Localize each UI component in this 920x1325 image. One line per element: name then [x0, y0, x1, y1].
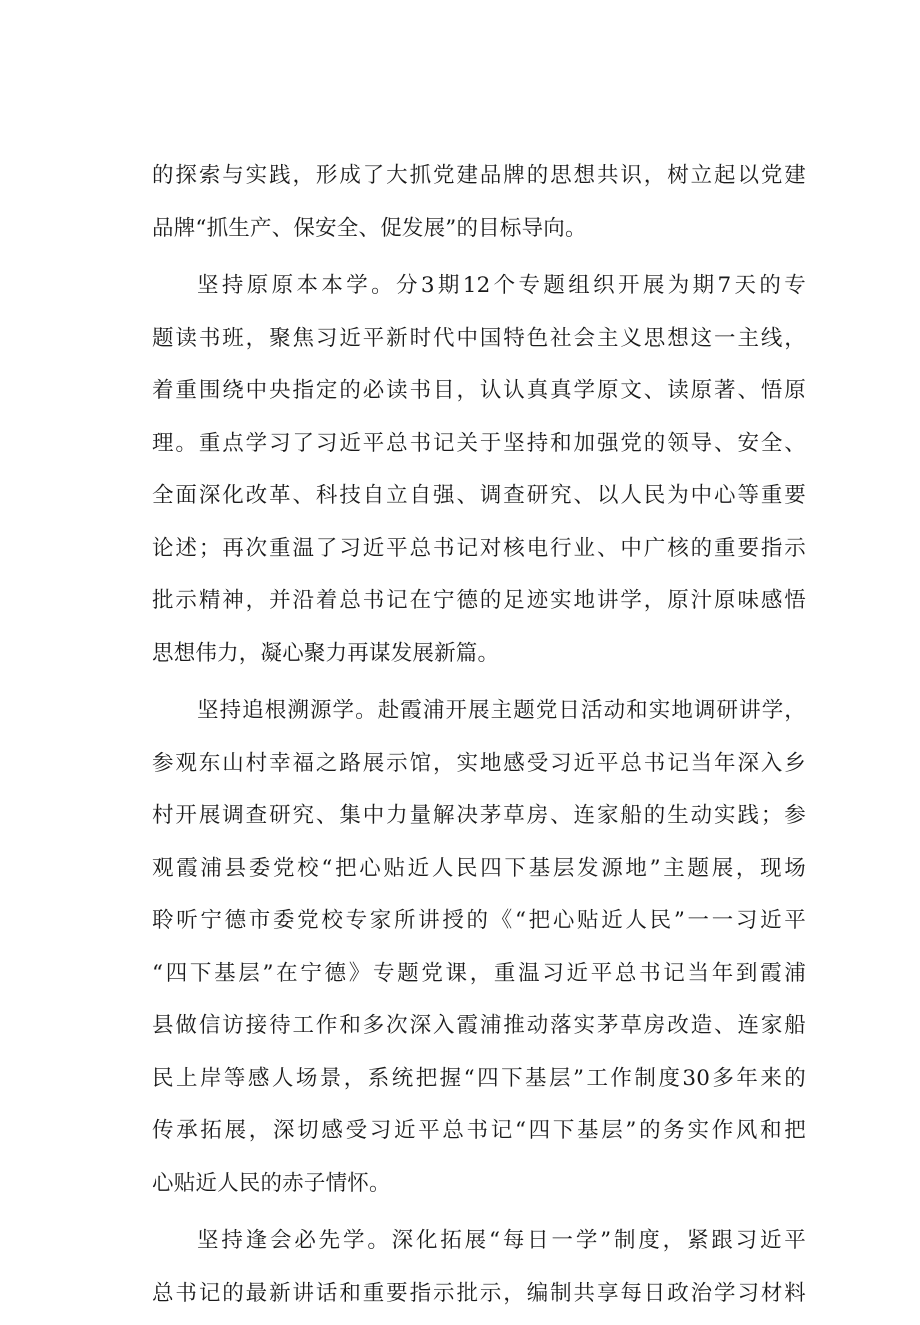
text-line: 题读书班，聚焦习近平新时代中国特色社会主义思想这一主线， [152, 325, 806, 351]
text-line: 县做信访接待工作和多次深入霞浦推动落实茅草房改造、连家船 [152, 1013, 806, 1038]
text-line: 批示精神，并沿着总书记在宁德的足迹实地讲学，原汁原味感悟 [152, 588, 806, 613]
paragraph-2 [152, 260, 806, 680]
text-line: 品牌“抓生产、保安全、促发展”的目标导向。 [152, 215, 587, 241]
text-line: 参观东山村幸福之路展示馆，实地感受习近平总书记当年深入乡 [152, 750, 806, 776]
paragraph-1 [152, 150, 806, 255]
text-line: 坚持逢会必先学。深化拓展“每日一学”制度，紧跟习近平 [197, 1228, 806, 1253]
text-line: 全面深化改革、科技自立自强、调查研究、以人民为中心等重要 [152, 483, 806, 508]
text-line: 总书记的最新讲话和重要指示批示，编制共享每日政治学习材料 [152, 1280, 806, 1306]
document-body [152, 150, 806, 1325]
text-line: 民上岸等感人场景，系统把握“四下基层”工作制度30多年来的 [152, 1065, 806, 1091]
text-line: 思想伟力，凝心聚力再谋发展新篇。 [152, 640, 500, 666]
text-line: 着重围绕中央指定的必读书目，认认真真学原文、读原著、悟原 [152, 378, 806, 403]
text-line: 村开展调查研究、集中力量解决茅草房、连家船的生动实践；参 [152, 803, 806, 828]
text-line: 理。重点学习了习近平总书记关于坚持和加强党的领导、安全、 [152, 430, 806, 456]
text-line: 聆听宁德市委党校专家所讲授的《“把心贴近人民”一一习近平 [152, 908, 806, 933]
text-line: 论述；再次重温了习近平总书记对核电行业、中广核的重要指示 [152, 535, 806, 561]
paragraph-3 [152, 685, 806, 1210]
text-line: 观霞浦县委党校“把心贴近人民四下基层发源地”主题展，现场 [152, 855, 806, 881]
text-line: 坚持追根溯源学。赴霞浦开展主题党日活动和实地调研讲学， [197, 698, 806, 723]
text-line: 的探索与实践，形成了大抓党建品牌的思想共识，树立起以党建 [152, 163, 806, 188]
text-line: 心贴近人民的赤子情怀。 [152, 1170, 391, 1196]
text-line: 传承拓展，深切感受习近平总书记“四下基层”的务实作风和把 [152, 1118, 806, 1143]
text-line: “四下基层”在宁德》专题党课，重温习近平总书记当年到霞浦 [152, 960, 806, 986]
paragraph-4 [152, 1215, 806, 1320]
text-line: 坚持原原本本学。分3期12个专题组织开展为期7天的专 [197, 273, 806, 298]
